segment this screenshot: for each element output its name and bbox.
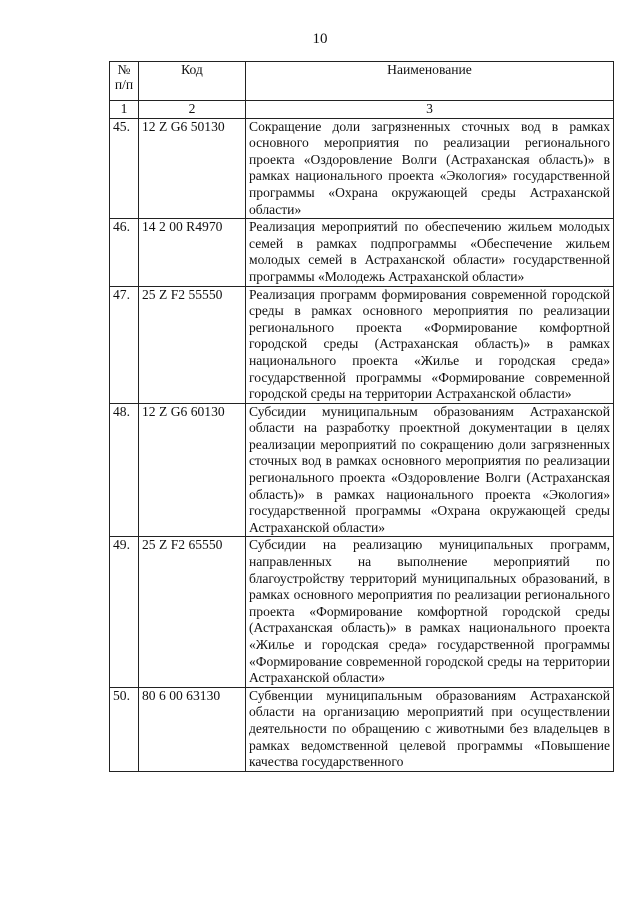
page-number: 10	[312, 31, 328, 47]
row-number: 47.	[110, 286, 139, 403]
table-row	[110, 219, 614, 286]
row-code: 25 Z F2 65550	[139, 537, 246, 687]
row-name: Реализация мероприятий по обеспечению жильем молодых семей в рамках подпрограммы «Обеспечение жильем молодых семей в Астраханской области» государственной программы «Молодежь Астраханской области»	[246, 219, 614, 286]
header-code: Код	[139, 62, 246, 101]
row-name: Субсидии на реализацию муниципальных программ, направленных на выполнение мероприятий по благоустройству территорий муниципальных образований, в рамках основного мероприятия по реализации регионального проекта «Формирование комфортной городской среды (Астраханская область)» в рамках национального проекта «Жилье и городская среда» государственной программы «Формирование современной городской среды на территории Астраханской области»	[246, 537, 614, 687]
header-num: № п/п	[110, 62, 139, 101]
column-index: 1	[110, 101, 139, 119]
row-code: 12 Z G6 60130	[139, 403, 246, 537]
row-name: Сокращение доли загрязненных сточных вод в рамках основного мероприятия по реализации регионального проекта «Оздоровление Волги (Астраханская область)» в рамках национального проекта «Экология» государственной программы «Охрана окружающей среды Астраханской области»	[246, 118, 614, 219]
row-number: 49.	[110, 537, 139, 687]
table-row	[110, 687, 614, 771]
column-index: 2	[139, 101, 246, 119]
table-row	[110, 403, 614, 537]
row-name: Реализация программ формирования современной городской среды в рамках основного мероприятия по реализации регионального проекта «Формирование комфортной городской среды (Астраханская область)» в рамках национального проекта «Жилье и городская среда» государственной программы «Формирование современной городской среды на территории Астраханской области»	[246, 286, 614, 403]
row-code: 14 2 00 R4970	[139, 219, 246, 286]
row-name: Субсидии муниципальным образованиям Астраханской области на разработку проектной документации в целях реализации мероприятий по сокращению доли загрязненных сточных вод в рамках основного мероприятия по реализации регионального проекта «Оздоровление Волги (Астраханская область)» в рамках национального проекта «Экология» государственной программы «Охрана окружающей среды Астраханской области»	[246, 403, 614, 537]
column-index: 3	[246, 101, 614, 119]
table-header-row	[110, 62, 614, 101]
row-code: 25 Z F2 55550	[139, 286, 246, 403]
header-name: Наименование	[246, 62, 614, 101]
row-code: 12 Z G6 50130	[139, 118, 246, 219]
column-index-row	[110, 101, 614, 119]
row-number: 50.	[110, 687, 139, 771]
table-row	[110, 286, 614, 403]
row-name: Субвенции муниципальным образованиям Астраханской области на организацию мероприятий при осуществлении деятельности по обращению с животными без владельцев в рамках ведомственной целевой программы «Повышение качества государственного	[246, 687, 614, 771]
row-code: 80 6 00 63130	[139, 687, 246, 771]
row-number: 48.	[110, 403, 139, 537]
table-row	[110, 118, 614, 219]
row-number: 46.	[110, 219, 139, 286]
table-row	[110, 537, 614, 687]
classification-table	[109, 61, 614, 772]
row-number: 45.	[110, 118, 139, 219]
